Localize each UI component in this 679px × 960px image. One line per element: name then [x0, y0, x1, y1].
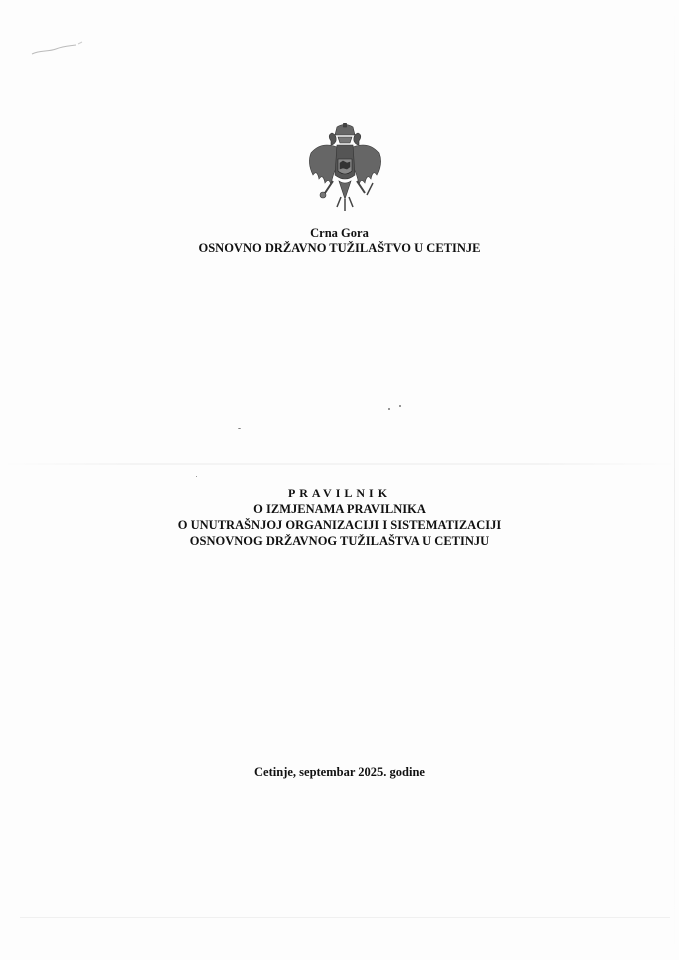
- scan-fold-line: [0, 463, 679, 465]
- montenegro-coat-of-arms-icon: [303, 123, 387, 215]
- scan-bottom-line: [20, 917, 670, 918]
- country-name: Crna Gora: [310, 226, 369, 240]
- scan-mark-icon: [30, 40, 90, 60]
- scan-speck: [388, 408, 390, 410]
- scan-speck: [238, 428, 241, 429]
- title-line-2: O UNUTRAŠNJOJ ORGANIZACIJI I SISTEMATIZACIJI: [177, 518, 502, 532]
- title-line-3: OSNOVNOG DRŽAVNOG TUŽILAŠTVA U CETINJU: [189, 534, 490, 548]
- title-line-1: O IZMJENAMA PRAVILNIKA: [253, 502, 426, 516]
- document-type: PRAVILNIK: [287, 486, 392, 500]
- scan-speck: [399, 405, 401, 407]
- scan-speck: [196, 476, 197, 477]
- place-and-date: Cetinje, septembar 2025. godine: [254, 765, 425, 779]
- document-title: [0, 485, 679, 549]
- institution-name: OSNOVNO DRŽAVNO TUŽILAŠTVO U CETINJE: [198, 241, 481, 255]
- scan-edge: [674, 0, 675, 960]
